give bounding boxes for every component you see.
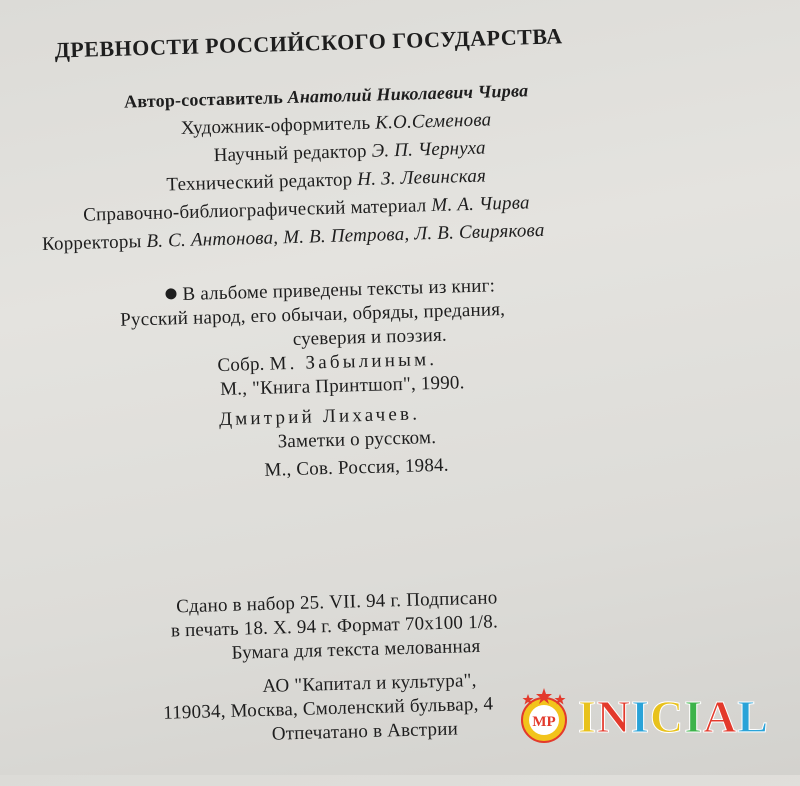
- reference-role: Справочно-библиографический материал: [82, 195, 432, 226]
- watermark-letter: I: [684, 691, 704, 742]
- watermark-letter: N: [596, 691, 632, 742]
- artist-name: К.О.Семенова: [374, 109, 492, 134]
- reference-name: М. А. Чирва: [431, 192, 530, 217]
- author-role: Автор-составитель: [123, 87, 288, 112]
- imprint-line-2: в печать 18. Х. 94 г. Формат 70х100 1/8.: [170, 611, 499, 642]
- sci-editor-credit: [213, 138, 486, 168]
- imprint-line-4: АО "Капитал и культура",: [262, 669, 477, 697]
- book1-title-line2: суеверия и поэзия.: [292, 324, 448, 350]
- tech-editor-credit: [166, 166, 486, 197]
- bullet-icon: [165, 288, 176, 299]
- book1-title-line1: Русский народ, его обычаи, обряды, предания,: [119, 299, 506, 331]
- inicial-watermark: [508, 686, 798, 750]
- imprint-line-1: Сдано в набор 25. VII. 94 г. Подписано: [175, 587, 498, 618]
- sources-intro-text: В альбоме приведены тексты из книг:: [182, 275, 496, 306]
- artist-role: Художник-оформитель: [180, 112, 376, 140]
- badge-label: MP: [532, 714, 556, 730]
- watermark-letter: C: [650, 691, 685, 742]
- book2-author: Дмитрий Лихачев.: [218, 403, 421, 431]
- book1-publication: М., "Книга Принтшоп", 1990.: [219, 372, 465, 401]
- page-title: ДРЕВНОСТИ РОССИЙСКОГО ГОСУДАРСТВА: [54, 23, 563, 63]
- mp-badge-icon: [514, 686, 574, 746]
- watermark-letter: I: [631, 691, 651, 742]
- tech-editor-role: Технический редактор: [166, 169, 358, 196]
- watermark-letter: A: [703, 691, 738, 742]
- correctors-role: Корректоры: [41, 231, 147, 255]
- imprint-line-5: 119034, Москва, Смоленский бульвар, 4: [162, 693, 494, 724]
- book2-publication: М., Сов. Россия, 1984.: [264, 454, 449, 481]
- sci-editor-name: Э. П. Чернуха: [371, 137, 487, 162]
- watermark-letter: L: [737, 691, 770, 742]
- imprint-line-6: Отпечатано в Австрии: [271, 718, 459, 745]
- correctors-names: В. С. Антонова, М. В. Петрова, Л. В. Свирякова: [146, 219, 545, 253]
- author-credit: [124, 80, 529, 112]
- watermark-text: [578, 690, 769, 743]
- imprint-line-3: Бумага для текста мелованная: [231, 635, 481, 664]
- watermark-letter: I: [578, 691, 597, 742]
- tech-editor-name: Н. З. Левинская: [356, 165, 487, 191]
- artist-credit: [181, 109, 492, 140]
- author-name: Анатолий Николаевич Чирва: [287, 80, 529, 108]
- sci-editor-role: Научный редактор: [213, 140, 372, 167]
- book2-title: Заметки о русском.: [277, 427, 437, 453]
- book1-collector-prefix: Собр.: [217, 353, 270, 377]
- book1-collector-name: М. Забылиным.: [269, 348, 438, 375]
